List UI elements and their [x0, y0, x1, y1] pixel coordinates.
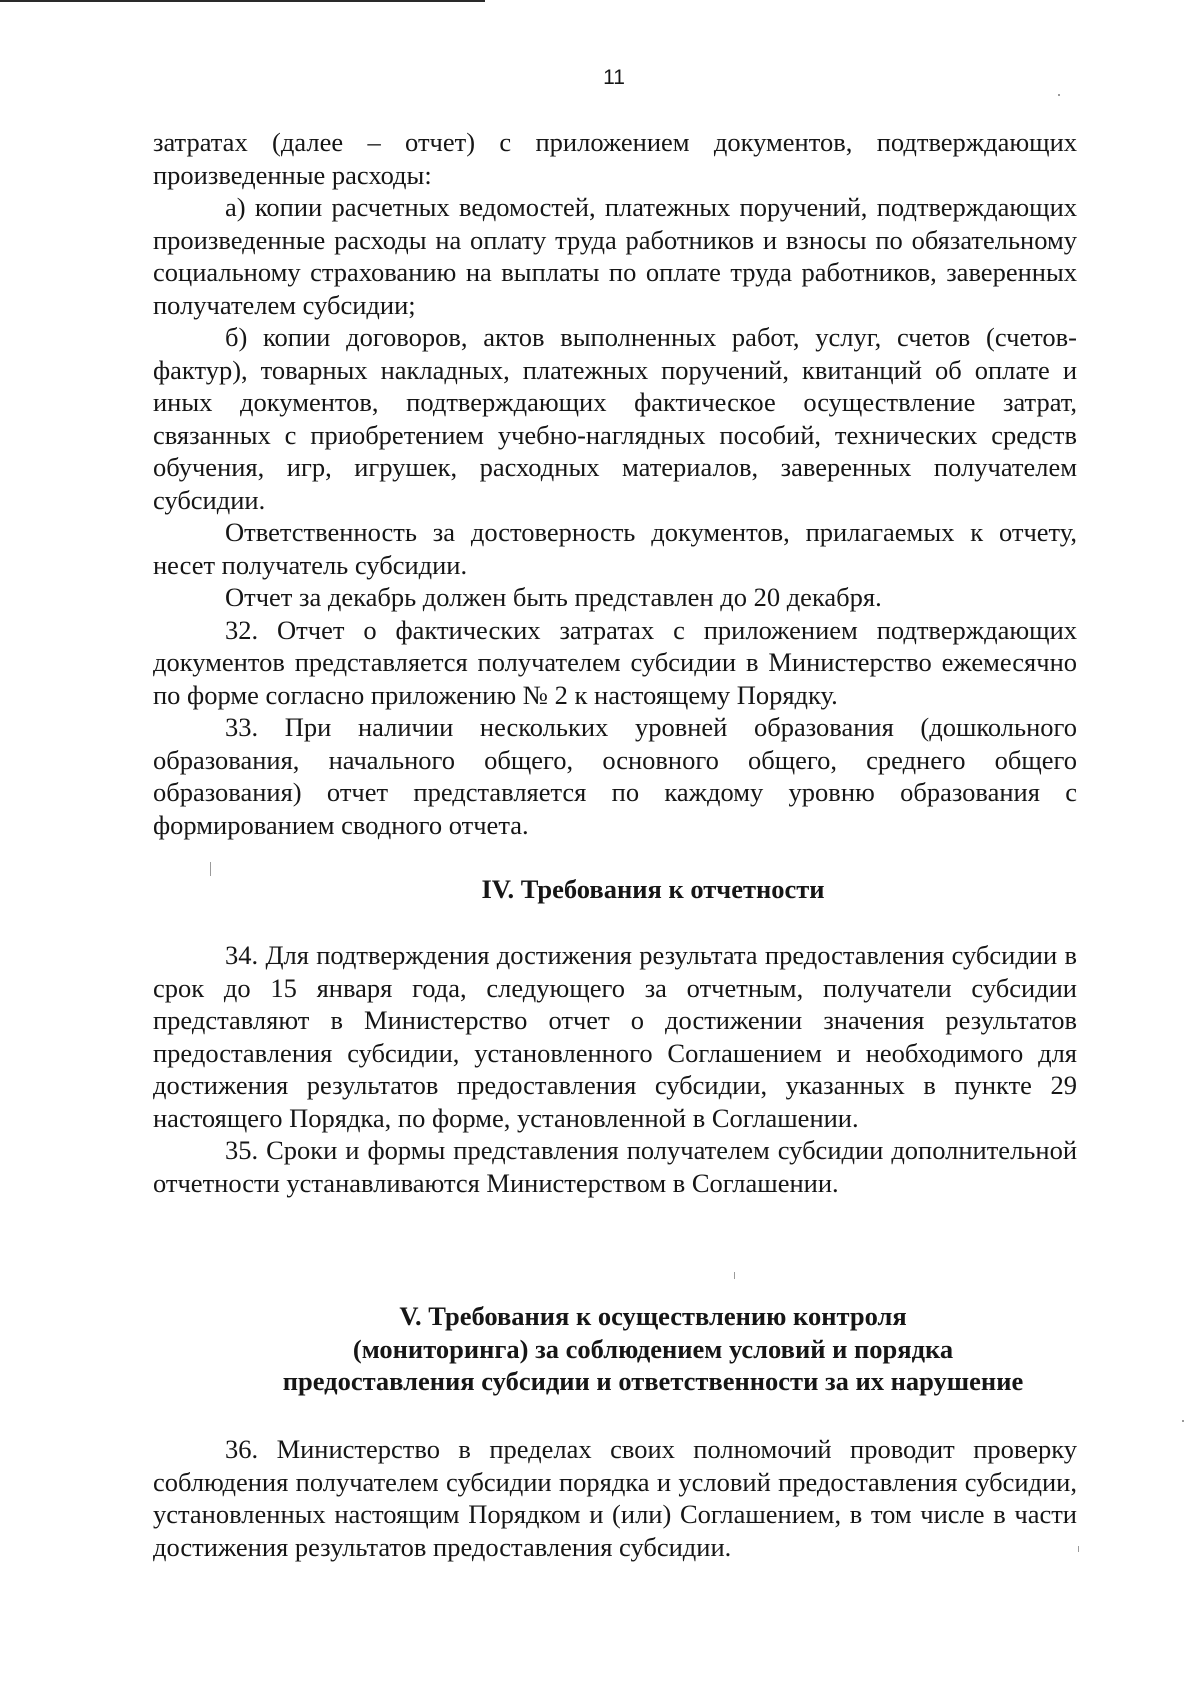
section-heading-v-line-1: V. Требования к осуществлению контроля: [399, 1301, 907, 1331]
section-heading-iv: IV. Требования к отчетности: [481, 874, 825, 904]
paragraph-33: 33. При наличии нескольких уровней образования (дошкольного образования, начального общего, основного общего, среднего общего образования) отчет представляется по каждому уровню образования с формированием сводного отчета.: [153, 712, 1077, 840]
paragraph-continuation: затратах (далее – отчет) с приложением документов, подтверждающих произведенные расходы:: [153, 127, 1077, 190]
section-heading-v-line-2: (мониторинга) за соблюдением условий и порядка: [352, 1333, 954, 1364]
scan-speck: [734, 1272, 735, 1279]
paragraph-35: 35. Сроки и формы представления получателем субсидии дополнительной отчетности устанавливаются Министерством в Соглашении.: [153, 1135, 1077, 1198]
paragraph-32: 32. Отчет о фактических затратах с приложением подтверждающих документов представляется получателем субсидии в Министерство ежемесячно по форме согласно приложению № 2 к настоящему Порядку.: [153, 614, 1077, 710]
section-heading-v-line-3: предоставления субсидии и ответственности за их нарушение: [282, 1366, 1024, 1396]
top-edge-line: [0, 0, 485, 2]
paragraph-item-a: а) копии расчетных ведомостей, платежных поручений, подтверждающих произведенные расходы на оплату труда работников и взносы по обязательному социальному страхованию на выплаты по оплате труда работников, заверенных получателем субсидии;: [153, 192, 1077, 320]
paragraph-responsibility: Ответственность за достоверность документов, прилагаемых к отчету, несет получатель субсидии.: [153, 517, 1077, 580]
page-number: 11: [603, 66, 625, 89]
paragraph-december-report: Отчет за декабрь должен быть представлен до 20 декабря.: [225, 582, 882, 612]
paragraph-36: 36. Министерство в пределах своих полномочий проводит проверку соблюдения получателем субсидии порядка и условий предоставления субсидии, установленных настоящим Порядком и (или) Соглашением, в том числе в части достижения результатов предоставления субсидии.: [153, 1434, 1077, 1562]
scan-speck: [1182, 1420, 1184, 1422]
text-block-3: [153, 1433, 1077, 1563]
scan-speck: [1058, 94, 1060, 96]
scan-speck: [210, 862, 211, 876]
paragraph-item-b: б) копии договоров, актов выполненных работ, услуг, счетов (счетов-фактур), товарных накладных, платежных поручений, квитанций об оплате и иных документов, подтверждающих фактическое осуществление затрат, связанных с приобретением учебно-наглядных пособий, технических средств обучения, игр, игрушек, расходных материалов, заверенных получателем субсидии.: [153, 322, 1077, 515]
text-block-1: [153, 126, 1077, 841]
paragraph-34: 34. Для подтверждения достижения результата предоставления субсидии в срок до 15 января года, следующего за отчетным, получатели субсидии представляют в Министерство отчет о достижении значения результатов предоставления субсидии, установленного Соглашением и необходимого для достижения результатов предоставления субсидии, указанных в пункте 29 настоящего Порядка, по форме, установленной в Соглашении.: [153, 940, 1077, 1133]
scan-speck: [1078, 1546, 1079, 1552]
text-block-2: [153, 939, 1077, 1199]
section-heading-v: [153, 1300, 1153, 1398]
